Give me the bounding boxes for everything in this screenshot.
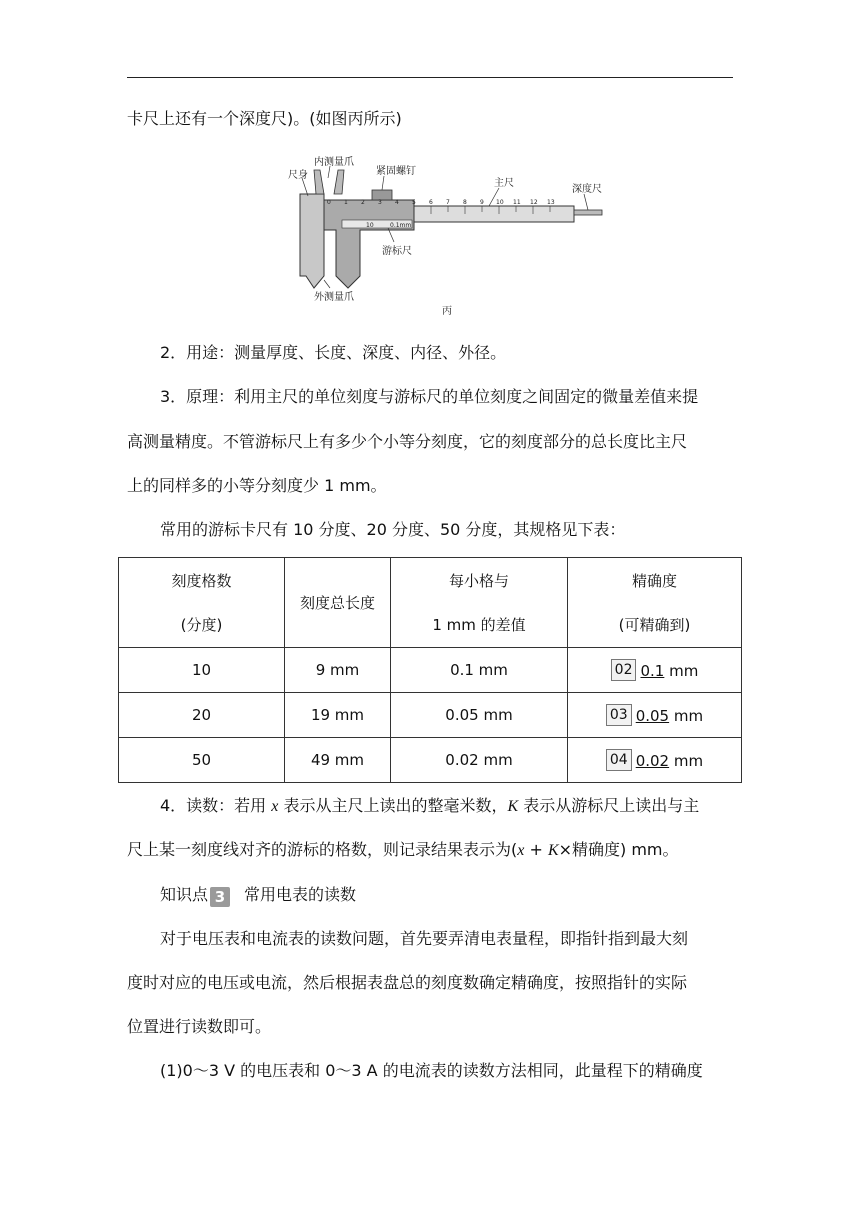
paragraph-meters-3: 位置进行读数即可。 <box>127 1017 272 1036</box>
scale-mark: 1 <box>344 199 348 206</box>
answer-value: 0.05 <box>635 707 670 725</box>
answer-unit: mm <box>664 662 699 680</box>
label-outer-jaw: 外测量爪 <box>314 292 354 303</box>
paragraph-meters-1: 对于电压表和电流表的读数问题，首先要弄清电表量程，即指针指到最大刻 <box>160 929 689 948</box>
paragraph-use: 2．用途：测量厚度、长度、深度、内径、外径。 <box>160 343 507 362</box>
table-row <box>119 648 742 693</box>
vernier-mark: 0.1mm <box>390 222 412 229</box>
cell-divisions: 50 <box>119 738 285 783</box>
cell-total: 19 mm <box>285 693 391 738</box>
scale-mark: 5 <box>412 199 416 206</box>
label-inner-jaw: 内测量爪 <box>314 157 354 168</box>
cell-precision <box>568 648 742 693</box>
table-row <box>119 738 742 783</box>
paragraph-principle-1: 3．原理：利用主尺的单位刻度与游标尺的单位刻度之间固定的微量差值来提 <box>160 387 699 406</box>
paragraph-reading-1: 4．读数：若用 x 表示从主尺上读出的整毫米数，K 表示从游标尺上读出与主 <box>160 796 700 815</box>
answer-value: 0.02 <box>635 752 670 770</box>
paragraph-intro: 卡尺上还有一个深度尺)。(如图丙所示) <box>127 109 402 128</box>
scale-mark: 2 <box>361 199 365 206</box>
top-rule <box>127 77 733 78</box>
scale-mark: 9 <box>480 199 484 206</box>
scale-mark: 3 <box>378 199 382 206</box>
knowledge-number-badge: 3 <box>210 887 230 907</box>
knowledge-point-heading: 知识点 3 常用电表的读数 <box>160 885 357 906</box>
vernier-mark: 10 <box>366 222 374 229</box>
answer-unit: mm <box>669 707 704 725</box>
cell-diff: 0.1 mm <box>391 648 568 693</box>
paragraph-principle-3: 上的同样多的小等分刻度少 1 mm。 <box>127 476 387 495</box>
scale-mark: 13 <box>547 199 555 206</box>
cell-precision <box>568 738 742 783</box>
header-total-length: 刻度总长度 <box>285 558 391 648</box>
answer-box: 03 <box>606 704 632 726</box>
vernier-spec-table <box>118 557 742 783</box>
scale-mark: 6 <box>429 199 433 206</box>
scale-mark: 0 <box>327 199 331 206</box>
header-divisions: 刻度格数 (分度) <box>119 558 285 648</box>
header-precision: 精确度 (可精确到) <box>568 558 742 648</box>
label-vernier: 游标尺 <box>382 246 412 257</box>
vernier-caliper-figure <box>284 156 614 326</box>
scale-mark: 11 <box>513 199 521 206</box>
scale-mark: 4 <box>395 199 399 206</box>
paragraph-meters-2: 度时对应的电压或电流，然后根据表盘总的刻度数确定精确度，按照指针的实际 <box>127 973 688 992</box>
paragraph-meters-4: (1)0～3 V 的电压表和 0～3 A 的电流表的读数方法相同，此量程下的精确度 <box>160 1061 703 1080</box>
scale-mark: 10 <box>496 199 504 206</box>
table-header-row <box>119 558 742 648</box>
label-body: 尺身 <box>288 170 308 181</box>
table-row <box>119 693 742 738</box>
scale-mark: 8 <box>463 199 467 206</box>
cell-divisions: 20 <box>119 693 285 738</box>
cell-divisions: 10 <box>119 648 285 693</box>
paragraph-reading-2: 尺上某一刻度线对齐的游标的格数，则记录结果表示为(x + K×精确度) mm。 <box>127 840 679 859</box>
cell-total: 9 mm <box>285 648 391 693</box>
label-screw: 紧固螺钉 <box>376 166 416 177</box>
cell-diff: 0.02 mm <box>391 738 568 783</box>
cell-precision <box>568 693 742 738</box>
answer-value: 0.1 <box>640 662 665 680</box>
figure-caption: 丙 <box>442 306 452 317</box>
scale-mark: 7 <box>446 199 450 206</box>
scale-mark: 12 <box>530 199 538 206</box>
cell-total: 49 mm <box>285 738 391 783</box>
answer-box: 04 <box>606 749 632 771</box>
answer-unit: mm <box>669 752 704 770</box>
cell-diff: 0.05 mm <box>391 693 568 738</box>
label-main-scale: 主尺 <box>494 178 514 189</box>
paragraph-principle-2: 高测量精度。不管游标尺上有多少个小等分刻度，它的刻度部分的总长度比主尺 <box>127 432 688 451</box>
label-depth-rod: 深度尺 <box>572 184 602 195</box>
answer-box: 02 <box>611 659 637 681</box>
header-diff: 每小格与 1 mm 的差值 <box>391 558 568 648</box>
paragraph-common: 常用的游标卡尺有 10 分度、20 分度、50 分度，其规格见下表： <box>160 520 626 539</box>
